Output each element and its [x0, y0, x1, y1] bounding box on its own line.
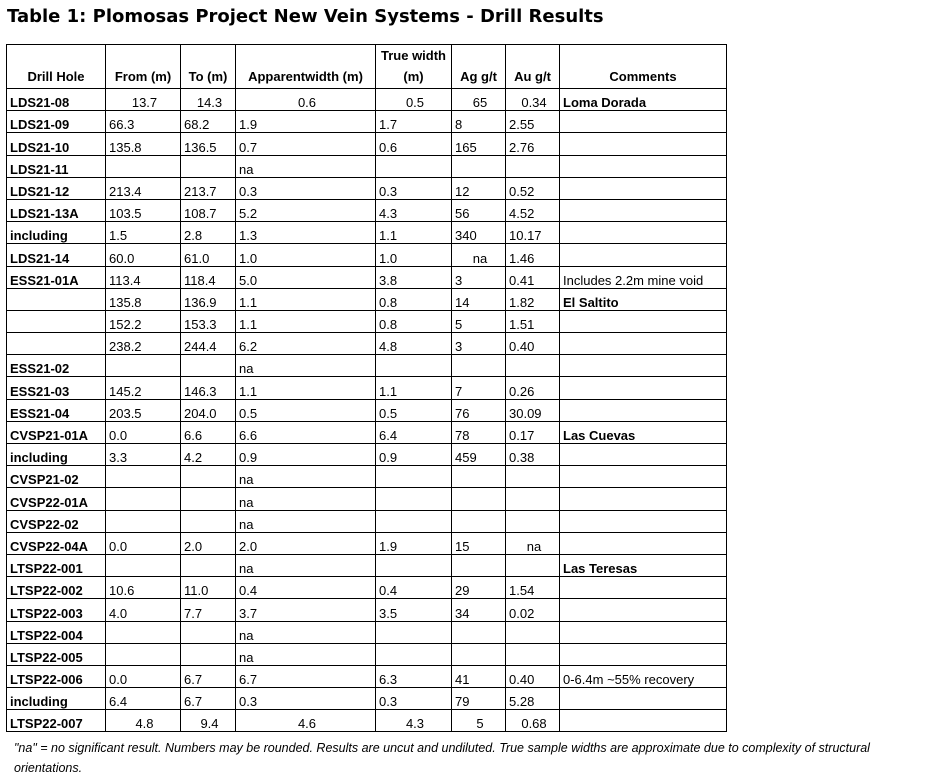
- cell-ag: 76: [452, 399, 506, 421]
- cell-comment: [560, 532, 727, 554]
- cell-comment: [560, 310, 727, 332]
- cell-au: [506, 621, 560, 643]
- table-row: [7, 554, 727, 576]
- cell-from: [106, 488, 181, 510]
- cell-drill-hole: ESS21-01A: [7, 266, 106, 288]
- cell-ag: 41: [452, 665, 506, 687]
- cell-from: [106, 155, 181, 177]
- cell-apparent-width: 6.7: [236, 665, 376, 687]
- cell-true-width: 0.3: [376, 688, 452, 710]
- table-row: [7, 510, 727, 532]
- header-apparent-width: Apparentwidth (m): [236, 45, 376, 89]
- cell-apparent-width: 0.6: [236, 89, 376, 111]
- table-row: [7, 199, 727, 221]
- cell-au: 1.82: [506, 288, 560, 310]
- cell-au: [506, 510, 560, 532]
- table-row: [7, 688, 727, 710]
- cell-comment: [560, 488, 727, 510]
- cell-apparent-width: na: [236, 355, 376, 377]
- cell-drill-hole: including: [7, 688, 106, 710]
- cell-au: na: [506, 532, 560, 554]
- cell-apparent-width: 0.7: [236, 133, 376, 155]
- cell-drill-hole: LDS21-08: [7, 89, 106, 111]
- cell-au: 1.46: [506, 244, 560, 266]
- cell-from: 238.2: [106, 333, 181, 355]
- cell-au: 4.52: [506, 199, 560, 221]
- cell-au: 0.34: [506, 89, 560, 111]
- cell-from: 6.4: [106, 688, 181, 710]
- cell-au: 0.68: [506, 710, 560, 732]
- cell-ag: 8: [452, 111, 506, 133]
- cell-drill-hole: ESS21-04: [7, 399, 106, 421]
- cell-ag: 5: [452, 310, 506, 332]
- cell-comment: [560, 710, 727, 732]
- cell-comment: [560, 155, 727, 177]
- cell-true-width: 1.0: [376, 244, 452, 266]
- cell-to: 6.7: [181, 665, 236, 687]
- table-row: [7, 599, 727, 621]
- cell-true-width: 6.3: [376, 665, 452, 687]
- cell-ag: 15: [452, 532, 506, 554]
- cell-au: 2.55: [506, 111, 560, 133]
- cell-from: 4.8: [106, 710, 181, 732]
- header-drill-hole: Drill Hole: [7, 45, 106, 89]
- cell-au: 10.17: [506, 222, 560, 244]
- table-row: [7, 377, 727, 399]
- cell-true-width: 0.5: [376, 89, 452, 111]
- cell-true-width: 0.6: [376, 133, 452, 155]
- cell-drill-hole: including: [7, 222, 106, 244]
- cell-comment: Loma Dorada: [560, 89, 727, 111]
- cell-apparent-width: 1.0: [236, 244, 376, 266]
- table-row: [7, 288, 727, 310]
- table-row: [7, 133, 727, 155]
- footnote: "na" = no significant result. Numbers may be rounded. Results are uncut and undiluted. True sample widths are approximate due to complexity of structural orientations.: [14, 741, 870, 775]
- cell-ag: [452, 643, 506, 665]
- cell-au: 1.51: [506, 310, 560, 332]
- table-row: [7, 244, 727, 266]
- cell-drill-hole: [7, 310, 106, 332]
- table-row: [7, 444, 727, 466]
- cell-drill-hole: CVSP22-04A: [7, 532, 106, 554]
- cell-to: 136.5: [181, 133, 236, 155]
- cell-from: 10.6: [106, 577, 181, 599]
- table-row: [7, 577, 727, 599]
- table-title: Table 1: Plomosas Project New Vein Systems - Drill Results: [7, 6, 604, 27]
- cell-apparent-width: 4.6: [236, 710, 376, 732]
- cell-ag: 79: [452, 688, 506, 710]
- cell-true-width: [376, 621, 452, 643]
- cell-true-width: 0.8: [376, 310, 452, 332]
- cell-apparent-width: 5.0: [236, 266, 376, 288]
- cell-from: [106, 355, 181, 377]
- cell-true-width: 0.8: [376, 288, 452, 310]
- table-row: [7, 421, 727, 443]
- cell-comment: Las Teresas: [560, 554, 727, 576]
- cell-ag: 5: [452, 710, 506, 732]
- cell-to: [181, 643, 236, 665]
- table-row: [7, 266, 727, 288]
- cell-ag: [452, 621, 506, 643]
- cell-drill-hole: LTSP22-006: [7, 665, 106, 687]
- cell-comment: [560, 510, 727, 532]
- cell-comment: 0-6.4m ~55% recovery: [560, 665, 727, 687]
- cell-true-width: [376, 355, 452, 377]
- cell-apparent-width: 0.9: [236, 444, 376, 466]
- cell-au: 0.41: [506, 266, 560, 288]
- cell-comment: [560, 577, 727, 599]
- cell-drill-hole: LDS21-10: [7, 133, 106, 155]
- cell-drill-hole: including: [7, 444, 106, 466]
- table-row: [7, 532, 727, 554]
- cell-drill-hole: LDS21-12: [7, 177, 106, 199]
- cell-apparent-width: 0.5: [236, 399, 376, 421]
- cell-to: 118.4: [181, 266, 236, 288]
- cell-true-width: 6.4: [376, 421, 452, 443]
- cell-from: 3.3: [106, 444, 181, 466]
- cell-au: 0.40: [506, 665, 560, 687]
- table-row: [7, 466, 727, 488]
- cell-to: 68.2: [181, 111, 236, 133]
- cell-from: 0.0: [106, 421, 181, 443]
- cell-to: 14.3: [181, 89, 236, 111]
- table-row: [7, 399, 727, 421]
- table-row: [7, 222, 727, 244]
- cell-apparent-width: na: [236, 554, 376, 576]
- cell-ag: [452, 554, 506, 576]
- cell-true-width: [376, 643, 452, 665]
- cell-comment: Las Cuevas: [560, 421, 727, 443]
- cell-apparent-width: 0.3: [236, 688, 376, 710]
- cell-from: [106, 643, 181, 665]
- table-row: [7, 177, 727, 199]
- cell-to: 2.0: [181, 532, 236, 554]
- cell-from: 0.0: [106, 665, 181, 687]
- cell-true-width: [376, 155, 452, 177]
- cell-au: 2.76: [506, 133, 560, 155]
- cell-apparent-width: 0.3: [236, 177, 376, 199]
- cell-from: 113.4: [106, 266, 181, 288]
- header-au: Au g/t: [506, 45, 560, 89]
- cell-apparent-width: na: [236, 510, 376, 532]
- cell-apparent-width: na: [236, 155, 376, 177]
- cell-drill-hole: LTSP22-001: [7, 554, 106, 576]
- header-ag: Ag g/t: [452, 45, 506, 89]
- cell-comment: [560, 244, 727, 266]
- cell-from: 152.2: [106, 310, 181, 332]
- cell-ag: [452, 355, 506, 377]
- cell-au: 0.17: [506, 421, 560, 443]
- cell-ag: 165: [452, 133, 506, 155]
- cell-apparent-width: 2.0: [236, 532, 376, 554]
- cell-comment: El Saltito: [560, 288, 727, 310]
- cell-comment: [560, 599, 727, 621]
- cell-to: 61.0: [181, 244, 236, 266]
- cell-true-width: 1.1: [376, 222, 452, 244]
- cell-drill-hole: LTSP22-005: [7, 643, 106, 665]
- table-row: [7, 643, 727, 665]
- cell-to: 2.8: [181, 222, 236, 244]
- cell-to: 9.4: [181, 710, 236, 732]
- cell-apparent-width: 1.3: [236, 222, 376, 244]
- cell-comment: [560, 133, 727, 155]
- cell-to: 213.7: [181, 177, 236, 199]
- cell-ag: na: [452, 244, 506, 266]
- cell-ag: 29: [452, 577, 506, 599]
- cell-drill-hole: CVSP22-01A: [7, 488, 106, 510]
- cell-comment: [560, 466, 727, 488]
- cell-true-width: 0.9: [376, 444, 452, 466]
- cell-ag: [452, 466, 506, 488]
- cell-apparent-width: 6.2: [236, 333, 376, 355]
- table-row: [7, 665, 727, 687]
- cell-drill-hole: LDS21-13A: [7, 199, 106, 221]
- cell-ag: 12: [452, 177, 506, 199]
- table-row: [7, 710, 727, 732]
- cell-drill-hole: ESS21-03: [7, 377, 106, 399]
- cell-to: 11.0: [181, 577, 236, 599]
- table-row: [7, 155, 727, 177]
- cell-comment: [560, 399, 727, 421]
- cell-drill-hole: CVSP21-02: [7, 466, 106, 488]
- cell-from: 0.0: [106, 532, 181, 554]
- cell-to: 6.6: [181, 421, 236, 443]
- cell-true-width: 1.7: [376, 111, 452, 133]
- cell-from: 60.0: [106, 244, 181, 266]
- cell-to: [181, 554, 236, 576]
- cell-comment: [560, 111, 727, 133]
- table-row: [7, 111, 727, 133]
- cell-au: [506, 466, 560, 488]
- cell-comment: [560, 643, 727, 665]
- cell-comment: Includes 2.2m mine void: [560, 266, 727, 288]
- cell-from: 203.5: [106, 399, 181, 421]
- cell-au: 30.09: [506, 399, 560, 421]
- cell-ag: 7: [452, 377, 506, 399]
- cell-from: [106, 554, 181, 576]
- cell-drill-hole: LTSP22-004: [7, 621, 106, 643]
- cell-drill-hole: [7, 288, 106, 310]
- cell-comment: [560, 355, 727, 377]
- cell-apparent-width: 6.6: [236, 421, 376, 443]
- cell-from: [106, 621, 181, 643]
- cell-apparent-width: na: [236, 643, 376, 665]
- cell-to: [181, 355, 236, 377]
- cell-ag: [452, 155, 506, 177]
- cell-comment: [560, 621, 727, 643]
- cell-ag: 65: [452, 89, 506, 111]
- cell-true-width: 3.5: [376, 599, 452, 621]
- cell-from: 4.0: [106, 599, 181, 621]
- cell-true-width: [376, 466, 452, 488]
- cell-to: 146.3: [181, 377, 236, 399]
- cell-au: 0.40: [506, 333, 560, 355]
- cell-comment: [560, 377, 727, 399]
- cell-to: 244.4: [181, 333, 236, 355]
- cell-to: 153.3: [181, 310, 236, 332]
- cell-from: 1.5: [106, 222, 181, 244]
- cell-true-width: 0.5: [376, 399, 452, 421]
- cell-comment: [560, 444, 727, 466]
- header-to: To (m): [181, 45, 236, 89]
- cell-true-width: 4.3: [376, 199, 452, 221]
- header-row: [7, 45, 727, 89]
- header-from: From (m): [106, 45, 181, 89]
- cell-apparent-width: na: [236, 621, 376, 643]
- cell-to: 7.7: [181, 599, 236, 621]
- cell-from: 135.8: [106, 288, 181, 310]
- cell-ag: [452, 488, 506, 510]
- cell-drill-hole: LTSP22-003: [7, 599, 106, 621]
- cell-ag: 3: [452, 333, 506, 355]
- table-row: [7, 488, 727, 510]
- table-row: [7, 89, 727, 111]
- cell-to: 6.7: [181, 688, 236, 710]
- cell-drill-hole: [7, 333, 106, 355]
- cell-true-width: 4.8: [376, 333, 452, 355]
- cell-true-width: 0.4: [376, 577, 452, 599]
- cell-drill-hole: ESS21-02: [7, 355, 106, 377]
- cell-from: [106, 466, 181, 488]
- cell-true-width: 1.9: [376, 532, 452, 554]
- cell-au: 5.28: [506, 688, 560, 710]
- cell-comment: [560, 333, 727, 355]
- cell-apparent-width: 3.7: [236, 599, 376, 621]
- cell-au: 0.26: [506, 377, 560, 399]
- cell-ag: [452, 510, 506, 532]
- cell-true-width: [376, 510, 452, 532]
- cell-au: [506, 554, 560, 576]
- cell-drill-hole: LTSP22-002: [7, 577, 106, 599]
- cell-to: [181, 155, 236, 177]
- cell-to: [181, 510, 236, 532]
- cell-true-width: [376, 488, 452, 510]
- cell-ag: 459: [452, 444, 506, 466]
- cell-true-width: 3.8: [376, 266, 452, 288]
- cell-to: 136.9: [181, 288, 236, 310]
- cell-au: [506, 355, 560, 377]
- table-row: [7, 333, 727, 355]
- cell-au: 0.02: [506, 599, 560, 621]
- drill-results-table: [6, 44, 727, 732]
- cell-comment: [560, 177, 727, 199]
- cell-ag: 14: [452, 288, 506, 310]
- cell-to: 4.2: [181, 444, 236, 466]
- cell-apparent-width: 1.1: [236, 310, 376, 332]
- cell-apparent-width: 1.1: [236, 377, 376, 399]
- cell-drill-hole: LDS21-14: [7, 244, 106, 266]
- cell-from: 145.2: [106, 377, 181, 399]
- cell-true-width: 1.1: [376, 377, 452, 399]
- cell-ag: 56: [452, 199, 506, 221]
- table-row: [7, 355, 727, 377]
- cell-apparent-width: 1.9: [236, 111, 376, 133]
- cell-apparent-width: 0.4: [236, 577, 376, 599]
- cell-apparent-width: 1.1: [236, 288, 376, 310]
- cell-comment: [560, 222, 727, 244]
- cell-comment: [560, 199, 727, 221]
- cell-au: 0.38: [506, 444, 560, 466]
- cell-au: [506, 155, 560, 177]
- cell-drill-hole: LTSP22-007: [7, 710, 106, 732]
- cell-au: 1.54: [506, 577, 560, 599]
- cell-from: [106, 510, 181, 532]
- header-comments: Comments: [560, 45, 727, 89]
- cell-ag: 78: [452, 421, 506, 443]
- cell-drill-hole: LDS21-11: [7, 155, 106, 177]
- cell-from: 213.4: [106, 177, 181, 199]
- cell-au: [506, 643, 560, 665]
- cell-drill-hole: LDS21-09: [7, 111, 106, 133]
- cell-from: 103.5: [106, 199, 181, 221]
- cell-au: [506, 488, 560, 510]
- table-row: [7, 310, 727, 332]
- cell-ag: 340: [452, 222, 506, 244]
- cell-to: 204.0: [181, 399, 236, 421]
- cell-comment: [560, 688, 727, 710]
- cell-apparent-width: na: [236, 488, 376, 510]
- cell-true-width: [376, 554, 452, 576]
- cell-au: 0.52: [506, 177, 560, 199]
- table-row: [7, 621, 727, 643]
- cell-from: 66.3: [106, 111, 181, 133]
- cell-apparent-width: na: [236, 466, 376, 488]
- cell-to: [181, 488, 236, 510]
- header-true-width: True width (m): [376, 45, 452, 89]
- cell-from: 13.7: [106, 89, 181, 111]
- cell-to: [181, 621, 236, 643]
- cell-to: [181, 466, 236, 488]
- cell-from: 135.8: [106, 133, 181, 155]
- cell-apparent-width: 5.2: [236, 199, 376, 221]
- cell-drill-hole: CVSP22-02: [7, 510, 106, 532]
- cell-drill-hole: CVSP21-01A: [7, 421, 106, 443]
- cell-ag: 3: [452, 266, 506, 288]
- cell-to: 108.7: [181, 199, 236, 221]
- cell-true-width: 4.3: [376, 710, 452, 732]
- cell-true-width: 0.3: [376, 177, 452, 199]
- cell-ag: 34: [452, 599, 506, 621]
